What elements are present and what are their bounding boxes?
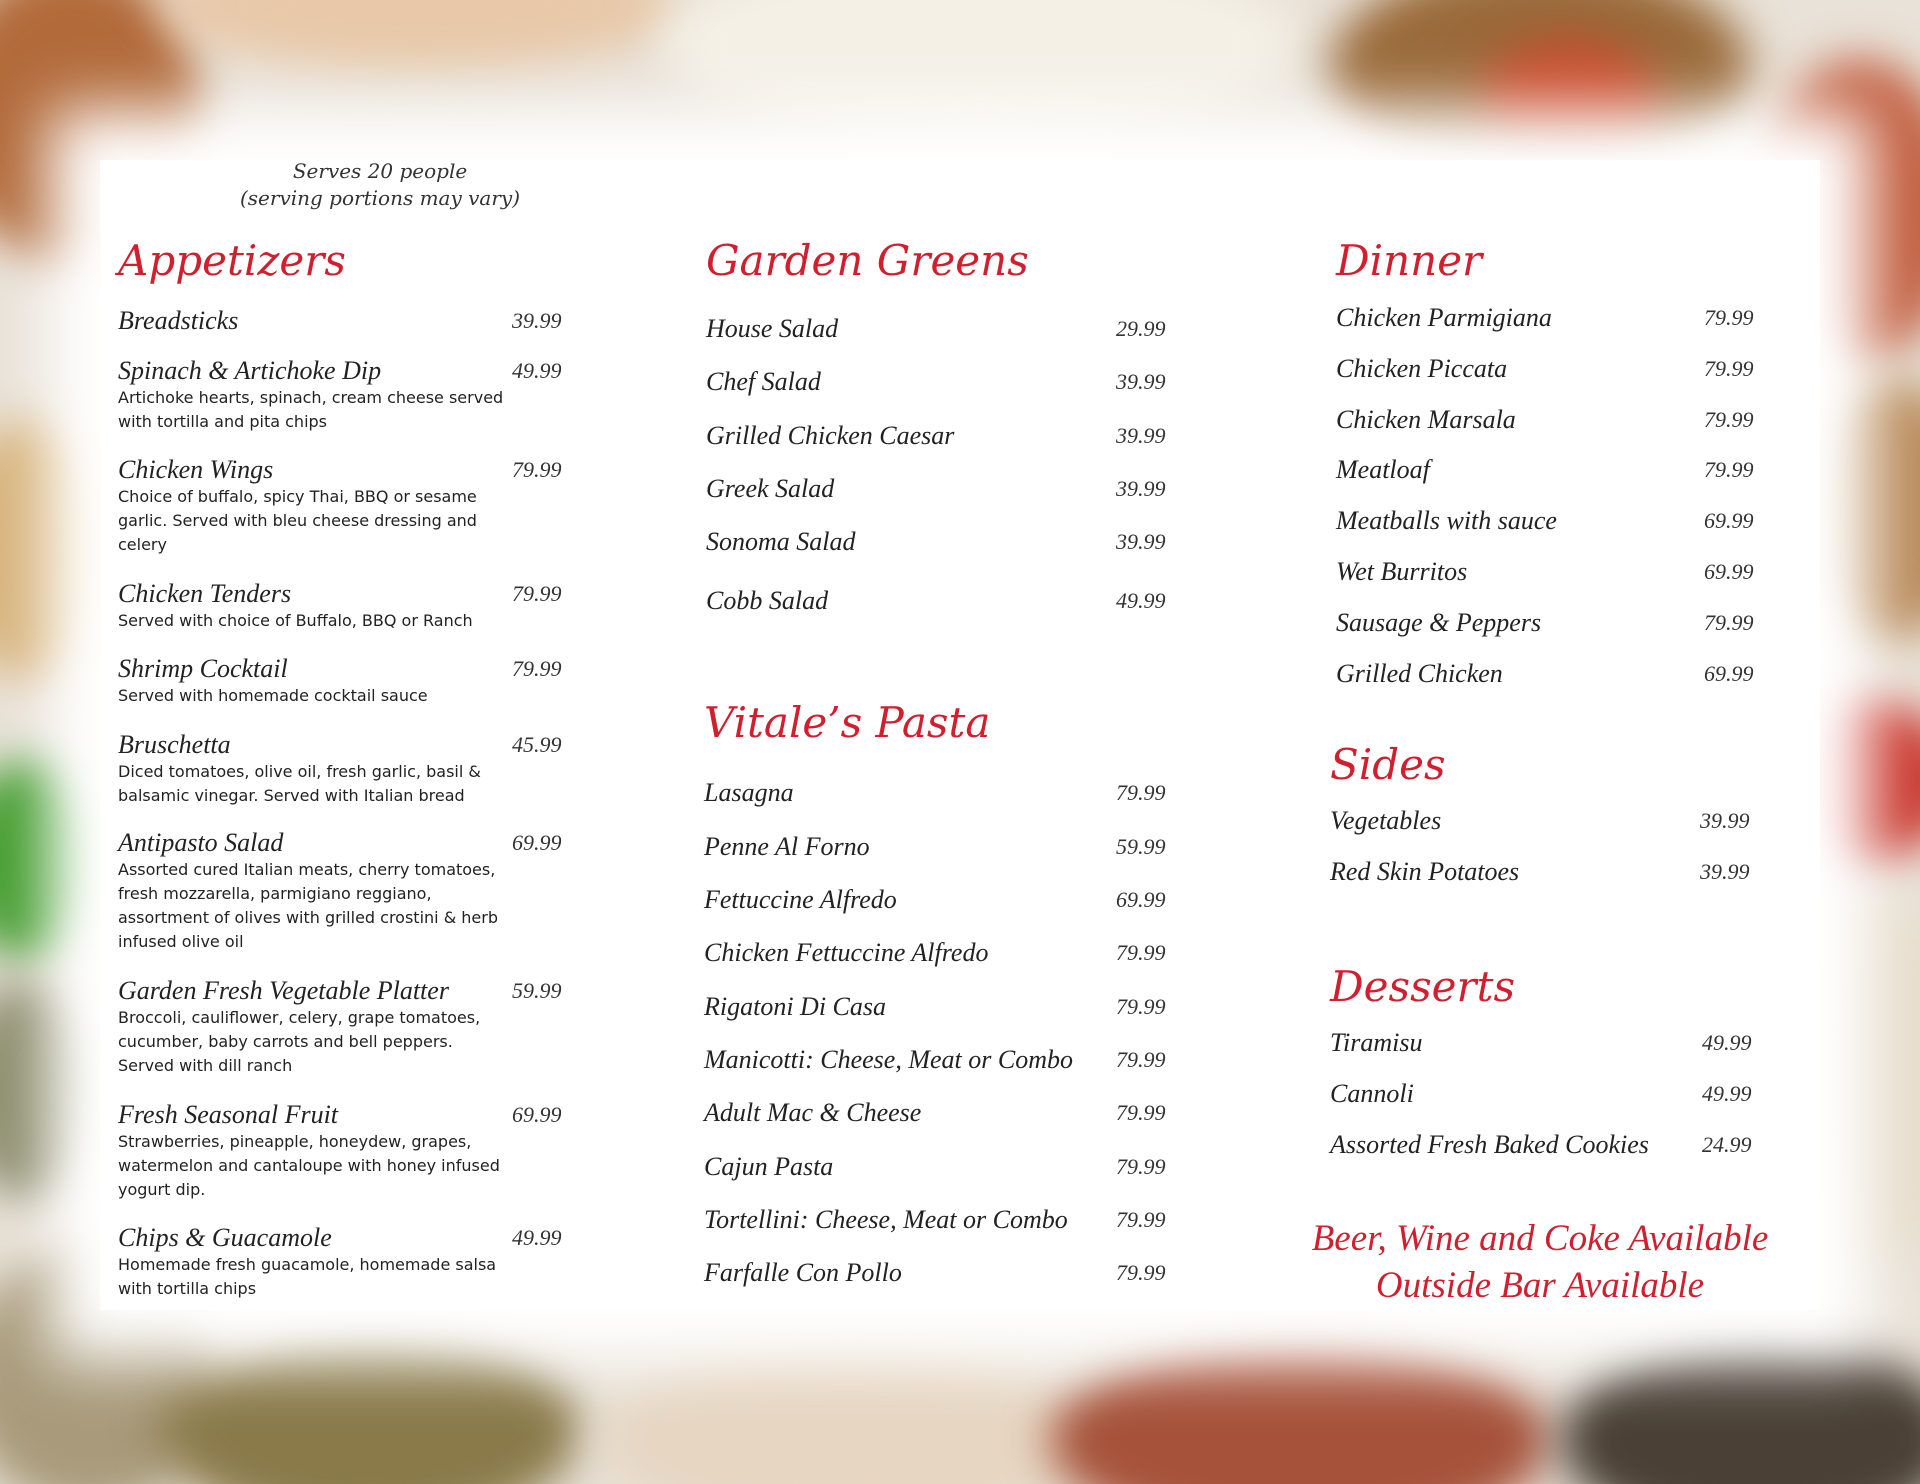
menu-item-price: 39.99 (1116, 529, 1166, 554)
menu-item-price: 49.99 (1116, 588, 1166, 613)
menu-item-price: 49.99 (1702, 1030, 1752, 1055)
menu-item-price: 79.99 (1704, 407, 1754, 432)
menu-item-price: 69.99 (1704, 661, 1754, 686)
dinner-section (1336, 228, 1796, 708)
menu-item-price: 79.99 (1116, 1260, 1166, 1285)
menu-item (118, 306, 588, 336)
menu-item (704, 992, 1184, 1022)
section-title: Dinner (1336, 236, 1483, 285)
menu-item-name: Farfalle Con Pollo (704, 1258, 902, 1287)
menu-item-name: Chicken Marsala (1336, 405, 1516, 434)
menu-item (118, 1100, 588, 1202)
menu-item-name: Grilled Chicken (1336, 659, 1503, 688)
menu-item-price: 45.99 (512, 732, 562, 757)
menu-item-price: 79.99 (1116, 1100, 1166, 1125)
menu-item-price: 39.99 (1116, 476, 1166, 501)
menu-item-name: Vegetables (1330, 806, 1442, 835)
section-title: Desserts (1330, 962, 1516, 1011)
menu-item-name: Spinach & Artichoke Dip (118, 356, 382, 385)
menu-item (1330, 1130, 1790, 1160)
menu-item-description: Artichoke hearts, spinach, cream cheese served with tortilla and pita chips (118, 388, 504, 431)
menu-item (1336, 506, 1796, 536)
section-title: Vitale’s Pasta (704, 698, 991, 747)
menu-item-name: Fresh Seasonal Fruit (118, 1100, 339, 1129)
menu-item-name: House Salad (706, 314, 839, 343)
menu-item-name: Chicken Wings (118, 455, 274, 484)
desserts-section (1330, 962, 1790, 1182)
menu-item-price: 29.99 (1116, 316, 1166, 341)
menu-item (1330, 806, 1790, 836)
menu-item-name: Breadsticks (118, 306, 239, 335)
menu-item-price: 39.99 (1116, 423, 1166, 448)
menu-item (118, 828, 588, 954)
menu-item-name: Wet Burritos (1336, 557, 1468, 586)
section-title: Appetizers (118, 236, 346, 285)
menu-item (1336, 354, 1796, 384)
menu-item (1336, 608, 1796, 638)
menu-item-price: 69.99 (1704, 508, 1754, 533)
menu-item-name: Chicken Piccata (1336, 354, 1508, 383)
menu-item-name: Greek Salad (706, 474, 835, 503)
menu-item (706, 367, 1176, 397)
menu-item-description: Broccoli, cauliflower, celery, grape tomatoes, cucumber, baby carrots and bell peppers. Served with dill ranch (118, 1008, 481, 1075)
menu-item (704, 938, 1184, 968)
menu-item-name: Cannoli (1330, 1079, 1414, 1108)
menu-item-price: 79.99 (1704, 610, 1754, 635)
menu-item-price: 49.99 (512, 1225, 562, 1250)
menu-item-name: Meatballs with sauce (1336, 506, 1557, 535)
menu-item-name: Assorted Fresh Baked Cookies (1330, 1130, 1649, 1159)
menu-item-price: 39.99 (512, 308, 562, 333)
menu-item-name: Chicken Tenders (118, 579, 292, 608)
menu-item (1336, 659, 1796, 689)
menu-item-price: 79.99 (1116, 780, 1166, 805)
menu-item (704, 832, 1184, 862)
menu-item-price: 79.99 (1116, 1154, 1166, 1179)
menu-item-price: 39.99 (1700, 859, 1750, 884)
menu-item-price: 69.99 (1704, 559, 1754, 584)
serves-line: Serves 20 people (292, 159, 468, 183)
menu-item-price: 79.99 (1704, 356, 1754, 381)
menu-item-description: Choice of buffalo, spicy Thai, BBQ or sesame garlic. Served with bleu cheese dressing and celery (118, 487, 477, 554)
outside-bar-line: Outside Bar Available (1375, 1265, 1705, 1306)
menu-item-name: Tiramisu (1330, 1028, 1423, 1057)
menu-item (704, 778, 1184, 808)
menu-item-name: Chicken Fettuccine Alfredo (704, 938, 989, 967)
menu-item-price: 49.99 (512, 358, 562, 383)
menu-item (118, 1223, 588, 1301)
menu-item-price: 59.99 (1116, 834, 1166, 859)
menu-item-price: 39.99 (1700, 808, 1750, 833)
menu-item-price: 69.99 (512, 1102, 562, 1127)
menu-item-price: 79.99 (1116, 1207, 1166, 1232)
menu-item-name: Chips & Guacamole (118, 1223, 332, 1252)
menu-item-name: Fettuccine Alfredo (704, 885, 897, 914)
menu-item-name: Red Skin Potatoes (1330, 857, 1520, 886)
menu-item-price: 79.99 (1116, 994, 1166, 1019)
menu-item-name: Cobb Salad (706, 586, 829, 615)
menu-item-name: Tortellini: Cheese, Meat or Combo (704, 1205, 1068, 1234)
menu-item-price: 69.99 (512, 830, 562, 855)
menu-item (706, 586, 1176, 616)
menu-item-name: Meatloaf (1336, 455, 1430, 484)
menu-item-price: 79.99 (1704, 305, 1754, 330)
menu-item (118, 356, 588, 434)
menu-item-name: Sonoma Salad (706, 527, 856, 556)
menu-item-name: Grilled Chicken Caesar (706, 421, 955, 450)
menu-item-name: Chicken Parmigiana (1336, 303, 1552, 332)
menu-item-name: Adult Mac & Cheese (704, 1098, 922, 1127)
menu-item-description: Assorted cured Italian meats, cherry tomatoes, fresh mozzarella, parmigiano reggiano, assortment of olives with grilled crostini & herb infused olive oil (118, 860, 498, 951)
menu-item-name: Cajun Pasta (704, 1152, 834, 1181)
menu-item (706, 474, 1176, 504)
menu-item (1336, 557, 1796, 587)
menu-item-price: 69.99 (1116, 887, 1166, 912)
menu-item (118, 579, 588, 633)
menu-item-name: Manicotti: Cheese, Meat or Combo (704, 1045, 1073, 1074)
menu-item (118, 730, 588, 808)
menu-item (118, 654, 588, 708)
menu-item-price: 24.99 (1702, 1132, 1752, 1157)
menu-item-description: Diced tomatoes, olive oil, fresh garlic, basil & balsamic vinegar. Served with Italian bread (118, 762, 481, 805)
garden-greens-section (706, 228, 1176, 648)
menu-item (1336, 455, 1796, 485)
menu-item-name: Shrimp Cocktail (118, 654, 288, 683)
menu-item (704, 1205, 1184, 1235)
sides-section (1330, 740, 1790, 910)
menu-item (1330, 857, 1790, 887)
menu-item-name: Chef Salad (706, 367, 821, 396)
menu-item-name: Lasagna (704, 778, 794, 807)
menu-item-description: Strawberries, pineapple, honeydew, grapes, watermelon and cantaloupe with honey infused yogurt dip. (118, 1132, 500, 1199)
menu-item-name: Antipasto Salad (118, 828, 284, 857)
serving-portions-note: (serving portions may vary) (239, 186, 520, 210)
pasta-section (704, 698, 1184, 1318)
menu-item-price: 39.99 (1116, 369, 1166, 394)
menu-item-name: Bruschetta (118, 730, 231, 759)
beverage-line: Beer, Wine and Coke Available (1311, 1218, 1769, 1259)
section-title: Sides (1330, 740, 1446, 789)
menu-item (704, 1152, 1184, 1182)
menu-item (1336, 405, 1796, 435)
section-title: Garden Greens (706, 236, 1029, 285)
menu-item-name: Garden Fresh Vegetable Platter (118, 976, 449, 1005)
menu-item-price: 79.99 (1116, 1047, 1166, 1072)
menu-item-name: Penne Al Forno (704, 832, 870, 861)
menu-item-price: 79.99 (512, 656, 562, 681)
menu-item-name: Sausage & Peppers (1336, 608, 1542, 637)
menu-item (704, 1258, 1184, 1288)
menu-item-price: 49.99 (1702, 1081, 1752, 1106)
menu-item-price: 59.99 (512, 978, 562, 1003)
menu-item (706, 527, 1176, 557)
menu-item-description: Homemade fresh guacamole, homemade salsa with tortilla chips (118, 1255, 497, 1298)
appetizers-section (118, 228, 588, 1318)
menu-item (704, 885, 1184, 915)
beverage-note (1290, 1215, 1790, 1309)
menu-item (706, 314, 1176, 344)
menu-item-price: 79.99 (512, 581, 562, 606)
menu-item (118, 976, 588, 1078)
menu-item (1336, 303, 1796, 333)
menu-item-price: 79.99 (1704, 457, 1754, 482)
menu-item-price: 79.99 (512, 457, 562, 482)
menu-item (706, 421, 1176, 451)
serves-note (200, 158, 560, 212)
menu-item (704, 1098, 1184, 1128)
menu-item (1330, 1028, 1790, 1058)
menu-item (118, 455, 588, 557)
menu-item (704, 1045, 1184, 1075)
menu-item-description: Served with homemade cocktail sauce (118, 686, 428, 705)
menu-item-price: 79.99 (1116, 940, 1166, 965)
menu-item-name: Rigatoni Di Casa (704, 992, 887, 1021)
menu-item (1330, 1079, 1790, 1109)
menu-item-description: Served with choice of Buffalo, BBQ or Ranch (118, 611, 473, 630)
